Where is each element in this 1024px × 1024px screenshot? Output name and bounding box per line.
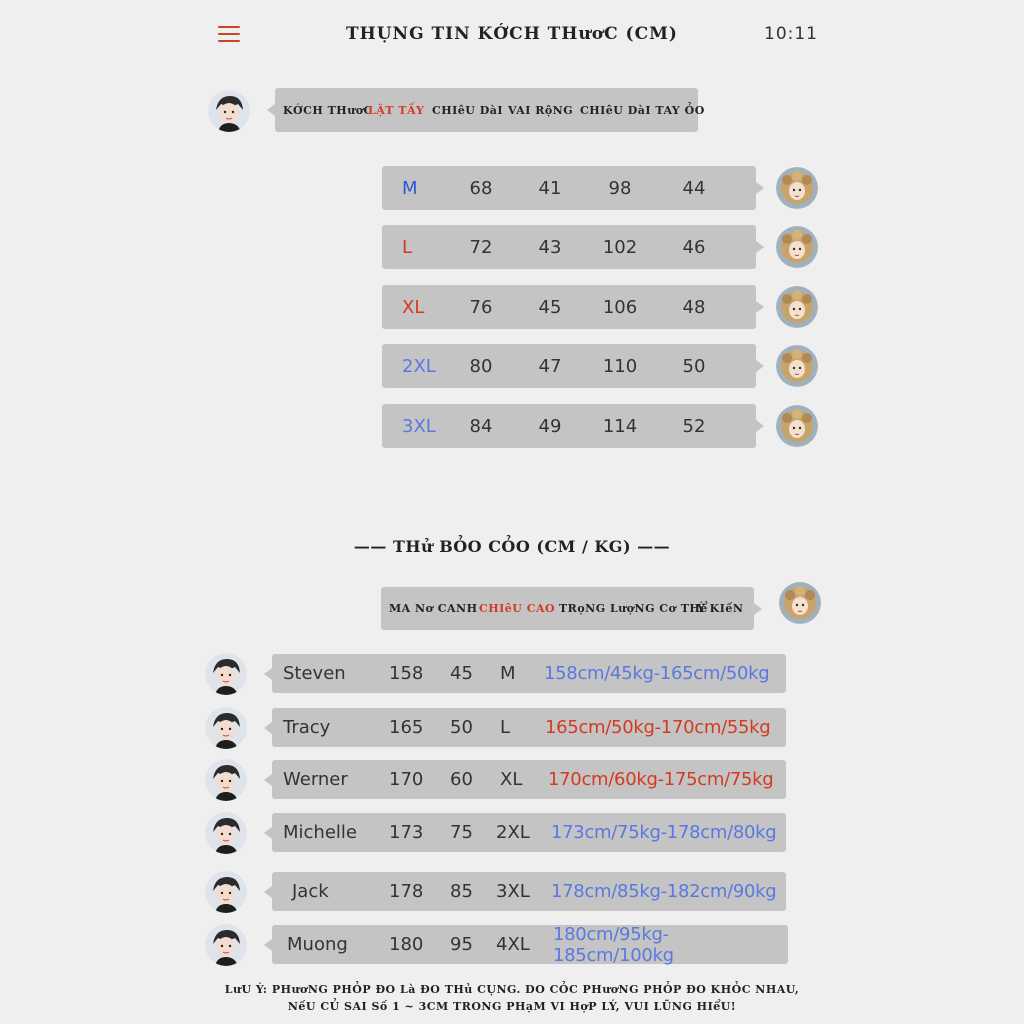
clock-time: 10:11 [764, 24, 818, 44]
model-weight: 95 [450, 934, 473, 955]
curly-avatar-icon [776, 226, 818, 268]
model-name: Tracy [283, 717, 331, 738]
model-opinion: 173cm/75kg-178cm/80kg [551, 822, 777, 843]
size-value: 45 [538, 296, 562, 318]
header-sleeve: CHIêU DàI TAY ỎO [580, 103, 705, 117]
model-opinion: 180cm/95kg-185cm/100kg [553, 923, 674, 966]
size-value: 49 [538, 415, 562, 437]
header-size: KỚCH THươC [283, 103, 373, 117]
model-weight: 85 [450, 881, 473, 902]
size-value: 80 [469, 355, 493, 377]
size-value: 43 [538, 236, 562, 258]
size-value: 114 [602, 415, 638, 437]
model-height: 178 [389, 881, 424, 902]
boy-avatar-icon [205, 759, 247, 801]
model-weight: 75 [450, 822, 473, 843]
model-size: L [500, 717, 511, 738]
curly-avatar-icon [776, 345, 818, 387]
model-row [272, 760, 786, 799]
size-value: 110 [602, 355, 638, 377]
model-opinion: 178cm/85kg-182cm/90kg [551, 881, 777, 902]
model-name: Muong [287, 934, 348, 955]
model-weight: 60 [450, 769, 473, 790]
size-value: 52 [682, 415, 706, 437]
boy-avatar-icon [205, 653, 247, 695]
model-row [272, 872, 786, 911]
model-row [272, 813, 786, 852]
size-value: 47 [538, 355, 562, 377]
curly-avatar-icon [776, 167, 818, 209]
size-label: L [402, 236, 413, 258]
size-row [382, 166, 756, 210]
footer-note-line1: LưU Ý: PHươNG PHỎP ĐO Là ĐO THủ CỤNG. DO CỎC PHươNG PHỎP ĐO KHỎC NHAU, [224, 983, 800, 996]
model-weight: 45 [450, 663, 473, 684]
size-value: 76 [469, 296, 493, 318]
header-chest: LẬT TẤY [368, 103, 425, 117]
model-height: 180 [389, 934, 424, 955]
fit-header-bubble [381, 587, 754, 630]
header-model: MA Nơ CANH [389, 602, 478, 615]
model-size: 2XL [496, 822, 530, 843]
section-title: —— THử BỎO CỎO (CM / KG) —— [353, 537, 671, 556]
size-value: 50 [682, 355, 706, 377]
boy-avatar-icon [205, 812, 247, 854]
model-size: M [500, 663, 516, 684]
size-value: 98 [608, 177, 632, 199]
size-label: 3XL [402, 415, 436, 437]
size-label: 2XL [402, 355, 436, 377]
header-height: CHIêU CAO [479, 602, 556, 615]
size-label: M [402, 177, 418, 199]
curly-avatar-icon [779, 582, 821, 624]
curly-avatar-icon [776, 286, 818, 328]
model-size: XL [500, 769, 523, 790]
size-value: 84 [469, 415, 493, 437]
model-name: Jack [292, 881, 329, 902]
boy-avatar-icon [205, 871, 247, 913]
size-value: 68 [469, 177, 493, 199]
model-name: Steven [283, 663, 346, 684]
page-title: THỤNG TIN KỚCH THươC (CM) [346, 24, 678, 44]
header-length: CHIêU DàI [432, 103, 504, 117]
model-height: 170 [389, 769, 424, 790]
model-weight: 50 [450, 717, 473, 738]
header-opinion: Ý KIếN [697, 602, 744, 615]
size-header-bubble [275, 88, 705, 132]
size-label: XL [402, 296, 425, 318]
model-height: 158 [389, 663, 424, 684]
model-row [272, 708, 786, 747]
size-row [382, 344, 756, 388]
boy-avatar-icon [208, 90, 250, 132]
size-value: 106 [602, 296, 638, 318]
size-value: 72 [469, 236, 493, 258]
footer-note-line2: NếU CỦ SAI Số 1 ~ 3CM TRONG PHạM VI HợP LÝ, VUI LŨNG HIểU! [287, 1000, 737, 1013]
size-row [382, 225, 756, 269]
model-row [272, 654, 786, 693]
size-value: 102 [602, 236, 638, 258]
model-opinion: 165cm/50kg-170cm/55kg [545, 717, 771, 738]
boy-avatar-icon [205, 924, 247, 966]
size-value: 44 [682, 177, 706, 199]
size-value: 48 [682, 296, 706, 318]
curly-avatar-icon [776, 405, 818, 447]
size-value: 41 [538, 177, 562, 199]
model-height: 173 [389, 822, 424, 843]
model-name: Werner [283, 769, 348, 790]
model-size: 3XL [496, 881, 530, 902]
model-row [272, 925, 788, 964]
size-value: 46 [682, 236, 706, 258]
size-row [382, 404, 756, 448]
model-size: 4XL [496, 934, 530, 955]
model-name: Michelle [283, 822, 357, 843]
header-weight: TRọNG LượNG Cơ THể [559, 602, 708, 615]
size-row [382, 285, 756, 329]
model-opinion: 170cm/60kg-175cm/75kg [548, 769, 774, 790]
header-shoulder: VAI RộNG [508, 103, 574, 117]
boy-avatar-icon [205, 707, 247, 749]
model-opinion: 158cm/45kg-165cm/50kg [544, 663, 770, 684]
model-height: 165 [389, 717, 424, 738]
